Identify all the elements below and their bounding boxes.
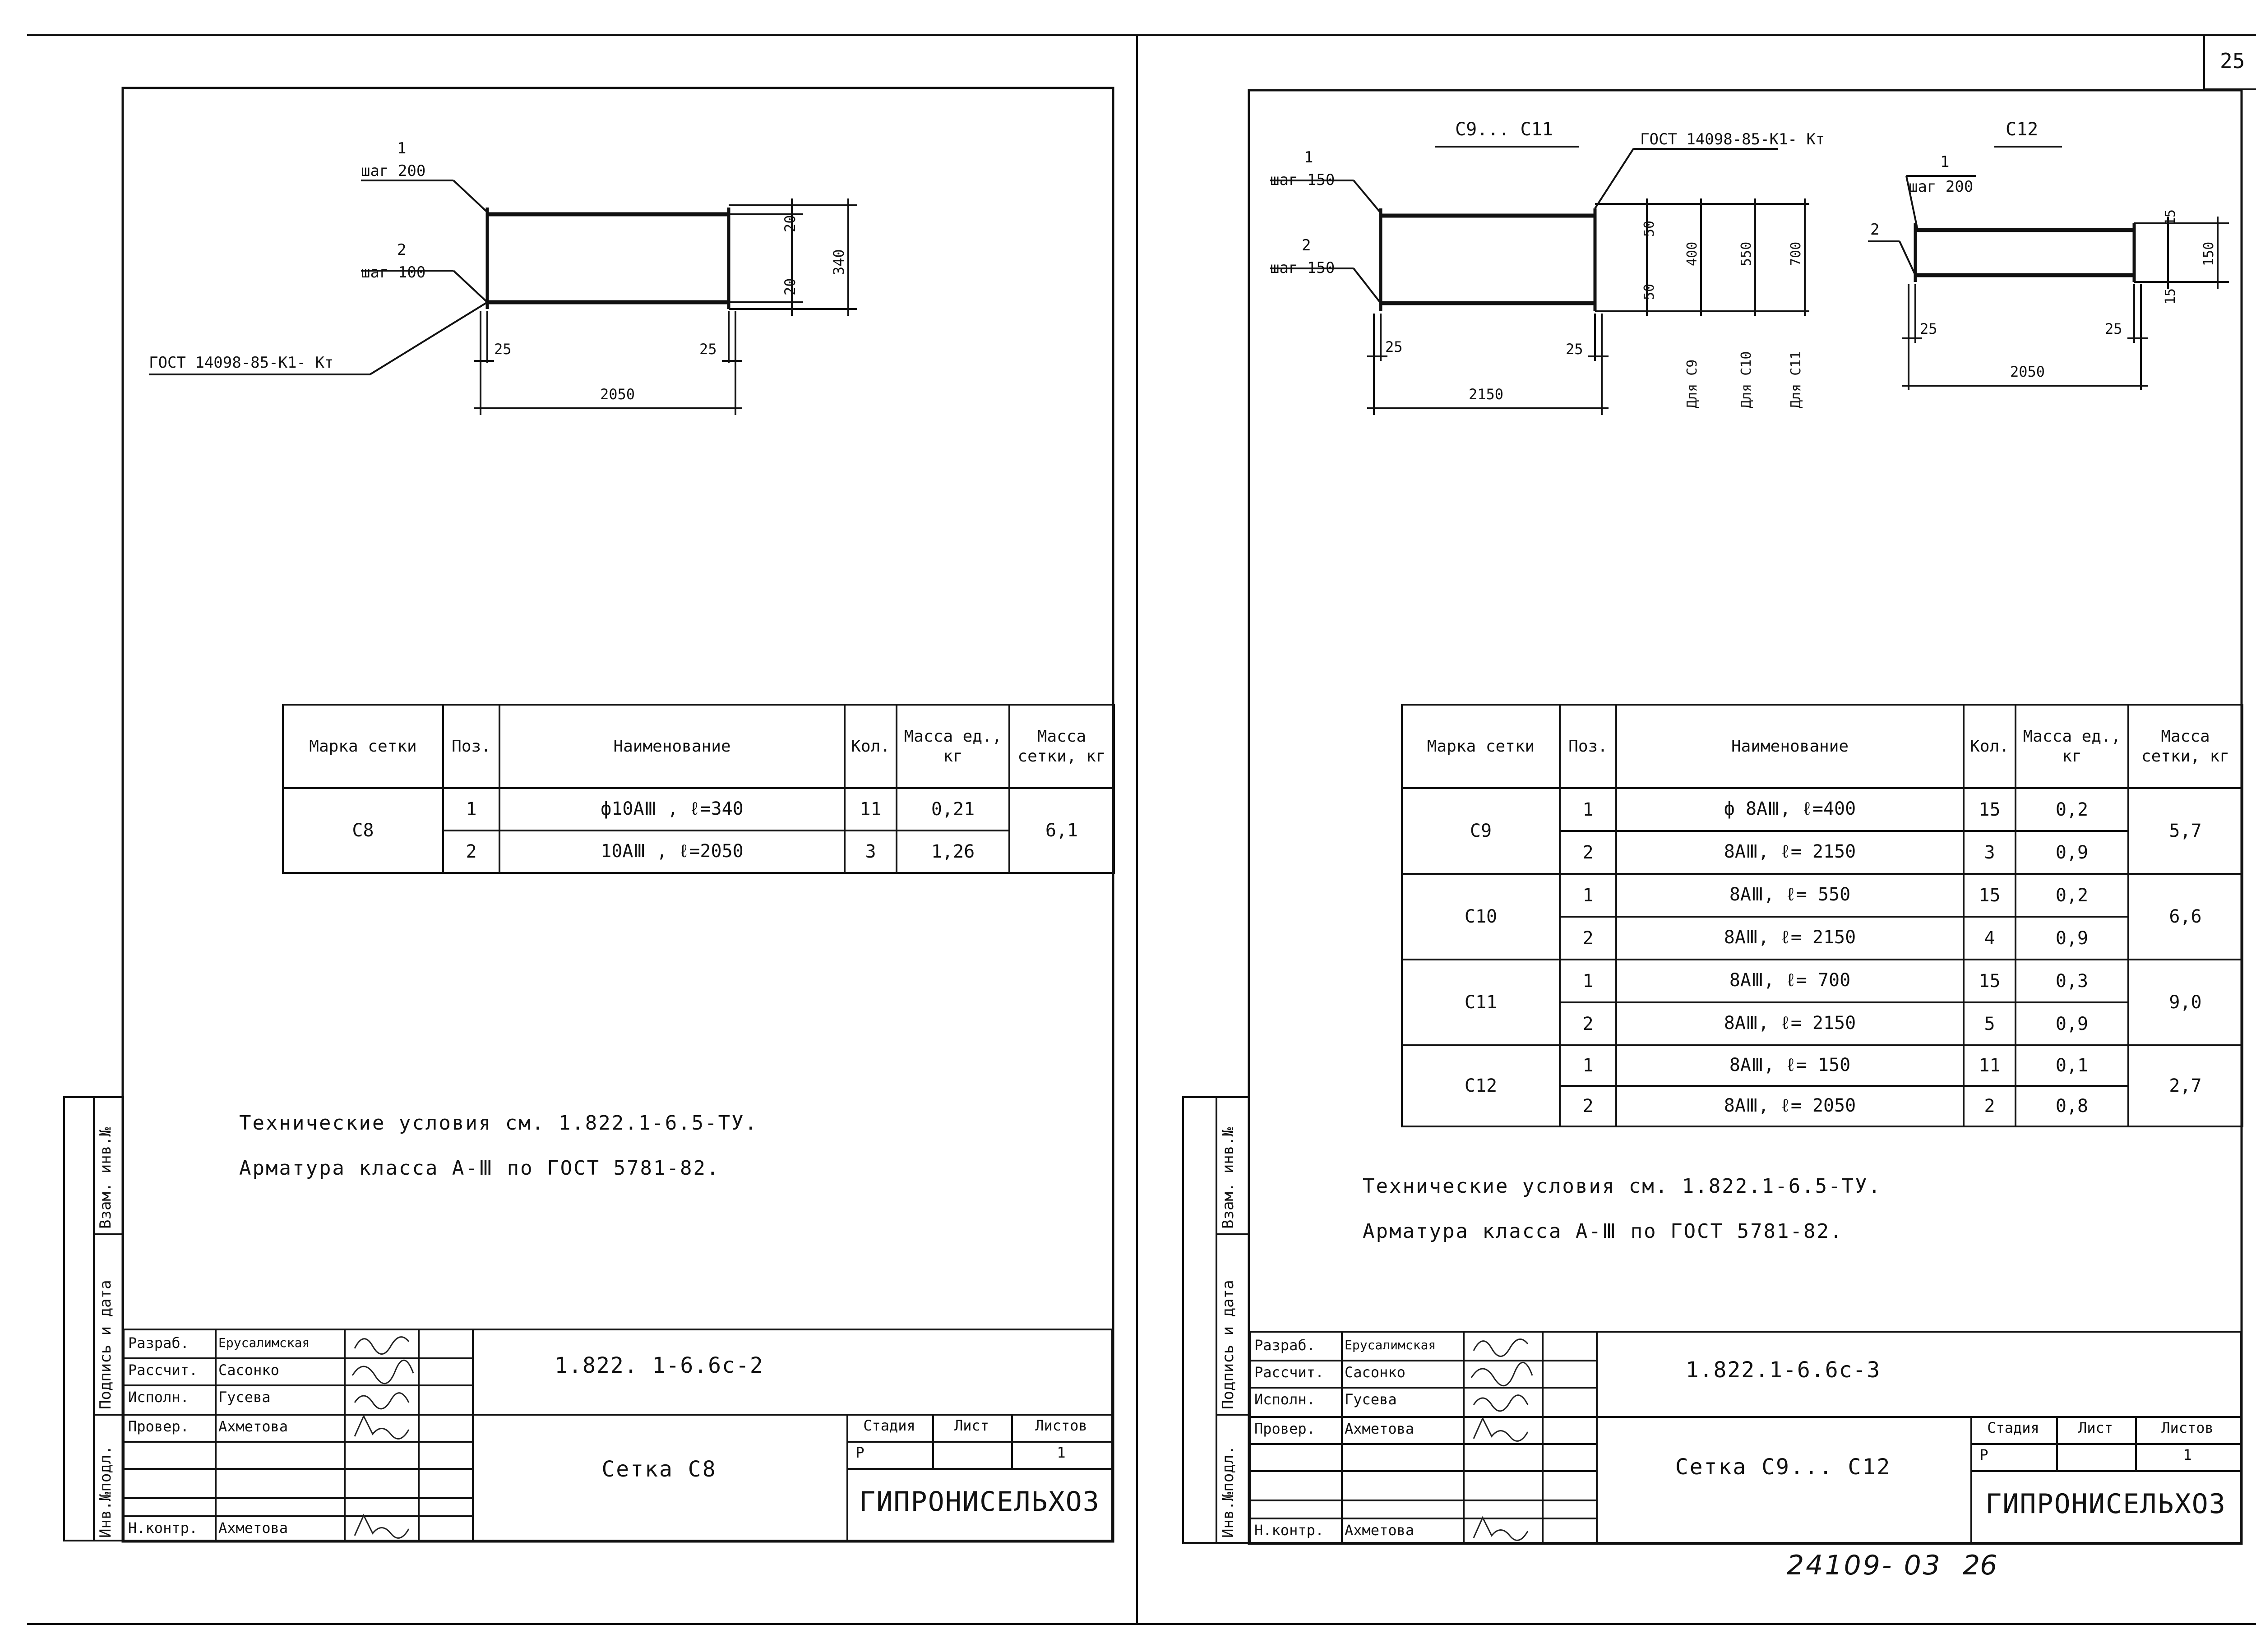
stage-value: Р	[855, 1444, 864, 1461]
unit-mass: 1,26	[897, 831, 1009, 873]
role: Н.контр.	[1254, 1522, 1324, 1539]
item-name: 8АⅢ, ℓ= 150	[1616, 1045, 1964, 1086]
drawing-code: 1.822.1-6.6с-3	[1685, 1357, 1881, 1383]
title-group-b: С12	[2006, 119, 2039, 140]
b-length: 2050	[2010, 363, 2045, 380]
pos: 2	[1560, 917, 1616, 960]
organization: ГИПРОНИСЕЛЬХОЗ	[1985, 1488, 2226, 1520]
pos: 2	[1560, 1002, 1616, 1045]
a-pos1-step: шаг 150	[1270, 171, 1335, 189]
pos: 2	[1560, 831, 1616, 874]
right-mesh-drawing	[1218, 0, 2256, 451]
note-line: Арматура класса А-Ⅲ по ГОСТ 5781-82.	[239, 1157, 720, 1180]
left-dim-bottom: 20	[781, 278, 799, 295]
right-title-block	[1249, 1331, 2242, 1544]
person-name: Сасонко	[218, 1361, 279, 1379]
left-side-stamp	[63, 1096, 124, 1541]
b-dim-15-bottom: 15	[2163, 288, 2178, 305]
a-dim-700: 700	[1788, 241, 1804, 266]
left-dim-top: 20	[781, 215, 799, 232]
left-dim-length: 2050	[600, 386, 635, 403]
role: Исполн.	[1254, 1391, 1315, 1408]
qty: 2	[1964, 1086, 2016, 1126]
person-name: Ерусалимская	[218, 1335, 310, 1350]
side-signature-date: Подпись и дата	[97, 1280, 115, 1409]
signatures	[1465, 1333, 1541, 1542]
a-for-c10: Для С10	[1738, 351, 1754, 408]
drawing-code: 1.822. 1-6.6с-2	[555, 1353, 764, 1378]
item-name: 8АⅢ, ℓ= 2150	[1616, 917, 1964, 960]
mesh-mark: С8	[283, 788, 443, 873]
sheets-label: Листов	[2161, 1419, 2214, 1436]
sheet-label: Лист	[954, 1417, 989, 1434]
table-row	[1402, 960, 2242, 1002]
a-pos1-label: 1	[1304, 148, 1313, 166]
person-name: Гусева	[218, 1389, 271, 1406]
a-length: 2150	[1469, 386, 1504, 403]
mesh-mark: С12	[1402, 1045, 1560, 1126]
signatures	[346, 1330, 418, 1540]
unit-mass: 0,2	[2016, 874, 2128, 917]
side-inv: Инв.№подл.	[1219, 1445, 1237, 1538]
qty: 15	[1964, 788, 2016, 831]
table-row	[1402, 788, 2242, 831]
item-name: 8АⅢ, ℓ= 2150	[1616, 1002, 1964, 1045]
left-dim-left-offset: 25	[494, 341, 512, 358]
side-replace-inv: Взам. инв.№	[1219, 1127, 1237, 1229]
a-right-offset: 25	[1566, 341, 1583, 358]
stage-label: Стадия	[863, 1417, 915, 1434]
unit-mass: 0,8	[2016, 1086, 2128, 1126]
stage-label: Стадия	[1987, 1419, 2039, 1436]
col-mark: Марка сетки	[1402, 705, 1560, 788]
b-pos2-label: 2	[1870, 221, 1880, 239]
mesh-mass: 2,7	[2128, 1045, 2242, 1126]
organization: ГИПРОНИСЕЛЬХОЗ	[859, 1486, 1100, 1518]
a-dim-400: 400	[1684, 241, 1700, 266]
item-name: ф10АⅢ , ℓ=340	[499, 788, 845, 831]
col-mesh-mass: Масса сетки, кг	[1009, 705, 1114, 788]
item-name: 8АⅢ, ℓ= 2150	[1616, 831, 1964, 874]
unit-mass: 0,9	[2016, 831, 2128, 874]
col-pos: Поз.	[443, 705, 499, 788]
a-for-c11: Для С11	[1788, 351, 1804, 408]
side-replace-inv: Взам. инв.№	[97, 1127, 115, 1229]
drawing-name: Сетка С9... С12	[1675, 1454, 1891, 1480]
person-name: Сасонко	[1345, 1364, 1405, 1381]
unit-mass: 0,9	[2016, 1002, 2128, 1045]
b-dim-150: 150	[2201, 241, 2217, 266]
qty: 4	[1964, 917, 2016, 960]
left-gost-label: ГОСТ 14098-85-К1- Кт	[149, 354, 334, 372]
col-unit-mass: Масса ед., кг	[897, 705, 1009, 788]
left-mesh-drawing	[0, 0, 1128, 451]
item-name: 8АⅢ, ℓ= 2050	[1616, 1086, 1964, 1126]
qty: 3	[845, 831, 897, 873]
b-dim-15-top: 15	[2163, 209, 2178, 226]
role: Рассчит.	[128, 1361, 198, 1379]
right-side-stamp	[1182, 1096, 1250, 1544]
left-pos1-step: шаг 200	[361, 162, 426, 180]
title-group-a: С9... С11	[1455, 119, 1553, 140]
col-name: Наименование	[499, 705, 845, 788]
unit-mass: 0,1	[2016, 1045, 2128, 1086]
sheet-label: Лист	[2078, 1419, 2113, 1436]
col-unit-mass: Масса ед., кг	[2016, 705, 2128, 788]
person-name: Ахметова	[218, 1519, 288, 1537]
b-pos1-label: 1	[1940, 153, 1950, 171]
role: Н.контр.	[128, 1519, 198, 1537]
b-right-offset: 25	[2105, 320, 2122, 337]
mesh-mark: С11	[1402, 960, 1560, 1045]
pos: 2	[443, 831, 499, 873]
a-dim-50-bottom: 50	[1641, 283, 1657, 300]
a-pos2-label: 2	[1302, 236, 1311, 254]
role: Исполн.	[128, 1389, 189, 1406]
left-title-block	[123, 1329, 1113, 1541]
unit-mass: 0,3	[2016, 960, 2128, 1002]
col-qty: Кол.	[1964, 705, 2016, 788]
mesh-mass: 6,6	[2128, 874, 2242, 960]
sheets-label: Листов	[1035, 1417, 1087, 1434]
drawing-name: Сетка С8	[601, 1457, 717, 1482]
pos: 2	[1560, 1086, 1616, 1126]
mesh-mark: С9	[1402, 788, 1560, 874]
sheets-value: 1	[1057, 1444, 1066, 1461]
qty: 3	[1964, 831, 2016, 874]
note-line: Технические условия см. 1.822.1-6.5-ТУ.	[1363, 1175, 1882, 1198]
unit-mass: 0,21	[897, 788, 1009, 831]
left-dim-right-offset: 25	[699, 341, 717, 358]
role: Разраб.	[1254, 1337, 1315, 1354]
a-dim-550: 550	[1738, 241, 1754, 266]
archive-page: 26	[1963, 1550, 1997, 1581]
left-notes	[239, 1101, 758, 1191]
mesh-mark: С10	[1402, 874, 1560, 960]
person-name: Гусева	[1345, 1391, 1397, 1408]
a-left-offset: 25	[1385, 338, 1403, 355]
right-notes	[1363, 1164, 1882, 1254]
left-pos2-label: 2	[397, 241, 407, 259]
sheets-value: 1	[2183, 1446, 2192, 1463]
a-pos2-step: шаг 150	[1270, 259, 1335, 277]
col-qty: Кол.	[845, 705, 897, 788]
item-name: 10АⅢ , ℓ=2050	[499, 831, 845, 873]
qty: 15	[1964, 874, 2016, 917]
pos: 1	[1560, 1045, 1616, 1086]
qty: 15	[1964, 960, 2016, 1002]
a-for-c9: Для С9	[1684, 359, 1700, 408]
note-line: Технические условия см. 1.822.1-6.5-ТУ.	[239, 1112, 758, 1135]
left-spec-table	[282, 704, 1115, 874]
note-line: Арматура класса А-Ⅲ по ГОСТ 5781-82.	[1363, 1220, 1844, 1243]
table-row	[1402, 1045, 2242, 1086]
qty: 5	[1964, 1002, 2016, 1045]
unit-mass: 0,9	[2016, 917, 2128, 960]
a-gost-label: ГОСТ 14098-85-К1- Кт	[1640, 130, 1825, 148]
item-name: ф 8АⅢ, ℓ=400	[1616, 788, 1964, 831]
left-pos2-step: шаг 100	[361, 263, 426, 281]
a-dim-50-top: 50	[1641, 220, 1657, 237]
item-name: 8АⅢ, ℓ= 550	[1616, 874, 1964, 917]
right-spec-table	[1401, 704, 2243, 1127]
stage-value: Р	[1979, 1446, 1988, 1463]
mesh-mass: 6,1	[1009, 788, 1114, 873]
person-name: Ахметова	[1345, 1522, 1415, 1539]
qty: 11	[1964, 1045, 2016, 1086]
col-mark: Марка сетки	[283, 705, 443, 788]
page-number: 25	[2220, 49, 2245, 73]
col-name: Наименование	[1616, 705, 1964, 788]
b-left-offset: 25	[1920, 320, 1937, 337]
mesh-mass: 9,0	[2128, 960, 2242, 1045]
side-signature-date: Подпись и дата	[1219, 1280, 1237, 1409]
qty: 11	[845, 788, 897, 831]
role: Провер.	[128, 1418, 189, 1435]
pos: 1	[1560, 960, 1616, 1002]
archive-number: 24109- 03	[1787, 1550, 1942, 1581]
pos: 1	[443, 788, 499, 831]
person-name: Ахметова	[218, 1418, 288, 1435]
role: Провер.	[1254, 1420, 1315, 1437]
person-name: Ерусалимская	[1345, 1338, 1436, 1352]
table-row	[1402, 874, 2242, 917]
unit-mass: 0,2	[2016, 788, 2128, 831]
left-dim-height: 340	[830, 249, 847, 275]
item-name: 8АⅢ, ℓ= 700	[1616, 960, 1964, 1002]
pos: 1	[1560, 874, 1616, 917]
role: Разраб.	[128, 1334, 189, 1352]
pos: 1	[1560, 788, 1616, 831]
b-pos1-step: шаг 200	[1909, 178, 1974, 196]
col-pos: Поз.	[1560, 705, 1616, 788]
person-name: Ахметова	[1345, 1420, 1415, 1437]
table-row	[283, 788, 1114, 831]
left-pos1-label: 1	[397, 139, 407, 157]
side-inv: Инв.№подл.	[97, 1445, 115, 1538]
col-mesh-mass: Масса сетки, кг	[2128, 705, 2242, 788]
role: Рассчит.	[1254, 1364, 1324, 1381]
mesh-mass: 5,7	[2128, 788, 2242, 874]
